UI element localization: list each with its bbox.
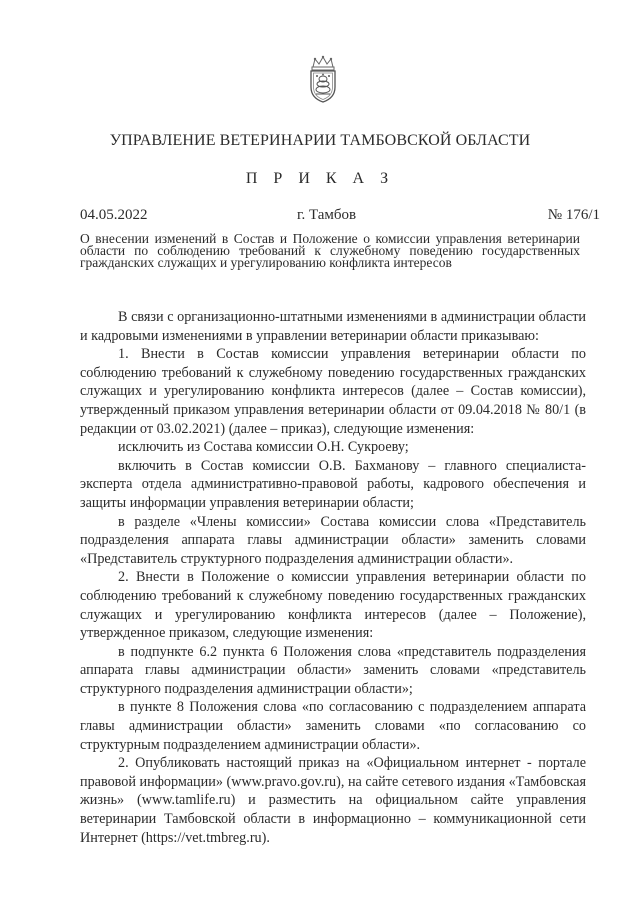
order-body <box>80 308 586 847</box>
document-type-title: П Р И К А З <box>245 170 395 187</box>
clause-publish-paragraph: 2. Опубликовать настоящий приказ на «Официальном интернет - портале правовой информации» (www.pravo.gov.ru), на сайте сетевого издания «Тамбовская жизнь» (www.tamlife.ru) и разместить на официальном сайте управления ветеринарии Тамбовской области в информационно – коммуникационной сети Интернет (https://vet.tmbreg.ru). <box>80 755 586 846</box>
order-number: № 176/1 <box>547 207 600 223</box>
clause-1-paragraph: 1. Внести в Состав комиссии управления ветеринарии области по соблюдению требований к служебному поведению государственных гражданских служащих и урегулированию конфликта интересов (далее – Состав комиссии), утвержденный приказом управления ветеринарии области от 09.04.2018 № 80/1 (в редакции от 03.02.2021) (далее – приказ), следующие изменения: <box>80 346 586 437</box>
clause-2-paragraph: 2. Внести в Положение о комиссии управления ветеринарии области по соблюдению требований к служебному поведению государственных гражданских служащих и урегулированию конфликта интересов (далее – Положение), утвержденное приказом, следующие изменения: <box>80 569 586 642</box>
clause-2-item-point-8: в пункте 8 Положения слова «по согласованию с подразделением аппарата главы администрации области» заменить словами «по согласованию со структурным подразделением администрации области». <box>80 699 586 753</box>
preamble-paragraph: В связи с организационно-штатными изменениями в администрации области и кадровыми изменениями в управлении ветеринарии области приказываю: <box>80 309 586 344</box>
clause-1-item-exclude: исключить из Состава комиссии О.Н. Сукроеву; <box>118 439 409 456</box>
coat-of-arms-emblem <box>304 55 342 105</box>
order-city: г. Тамбов <box>297 207 357 223</box>
clause-2-item-subpoint: в подпункте 6.2 пункта 6 Положения слова «представитель подразделения аппарата главы администрации области» заменить словами «представитель структурного подразделения администрации области»; <box>80 643 586 697</box>
order-date: 04.05.2022 <box>80 207 148 223</box>
organization-title: УПРАВЛЕНИЕ ВЕТЕРИНАРИИ ТАМБОВСКОЙ ОБЛАСТИ <box>109 132 531 149</box>
clause-1-item-section: в разделе «Члены комиссии» Состава комиссии слова «Представитель подразделения аппарата главы администрации области» заменить словами «Представитель структурного подразделения администрации области». <box>80 513 586 567</box>
order-subject: О внесении изменений в Состав и Положение о комиссии управления ветеринарии области по соблюдению требований к служебному поведению государственных гражданских служащих и урегулированию конфликта интересов <box>80 231 580 270</box>
clause-1-item-include: включить в Состав комиссии О.В. Бахманову – главного специалиста-эксперта отдела административно-правовой работы, кадрового обеспечения и защиты информации управления ветеринарии области; <box>80 457 586 511</box>
